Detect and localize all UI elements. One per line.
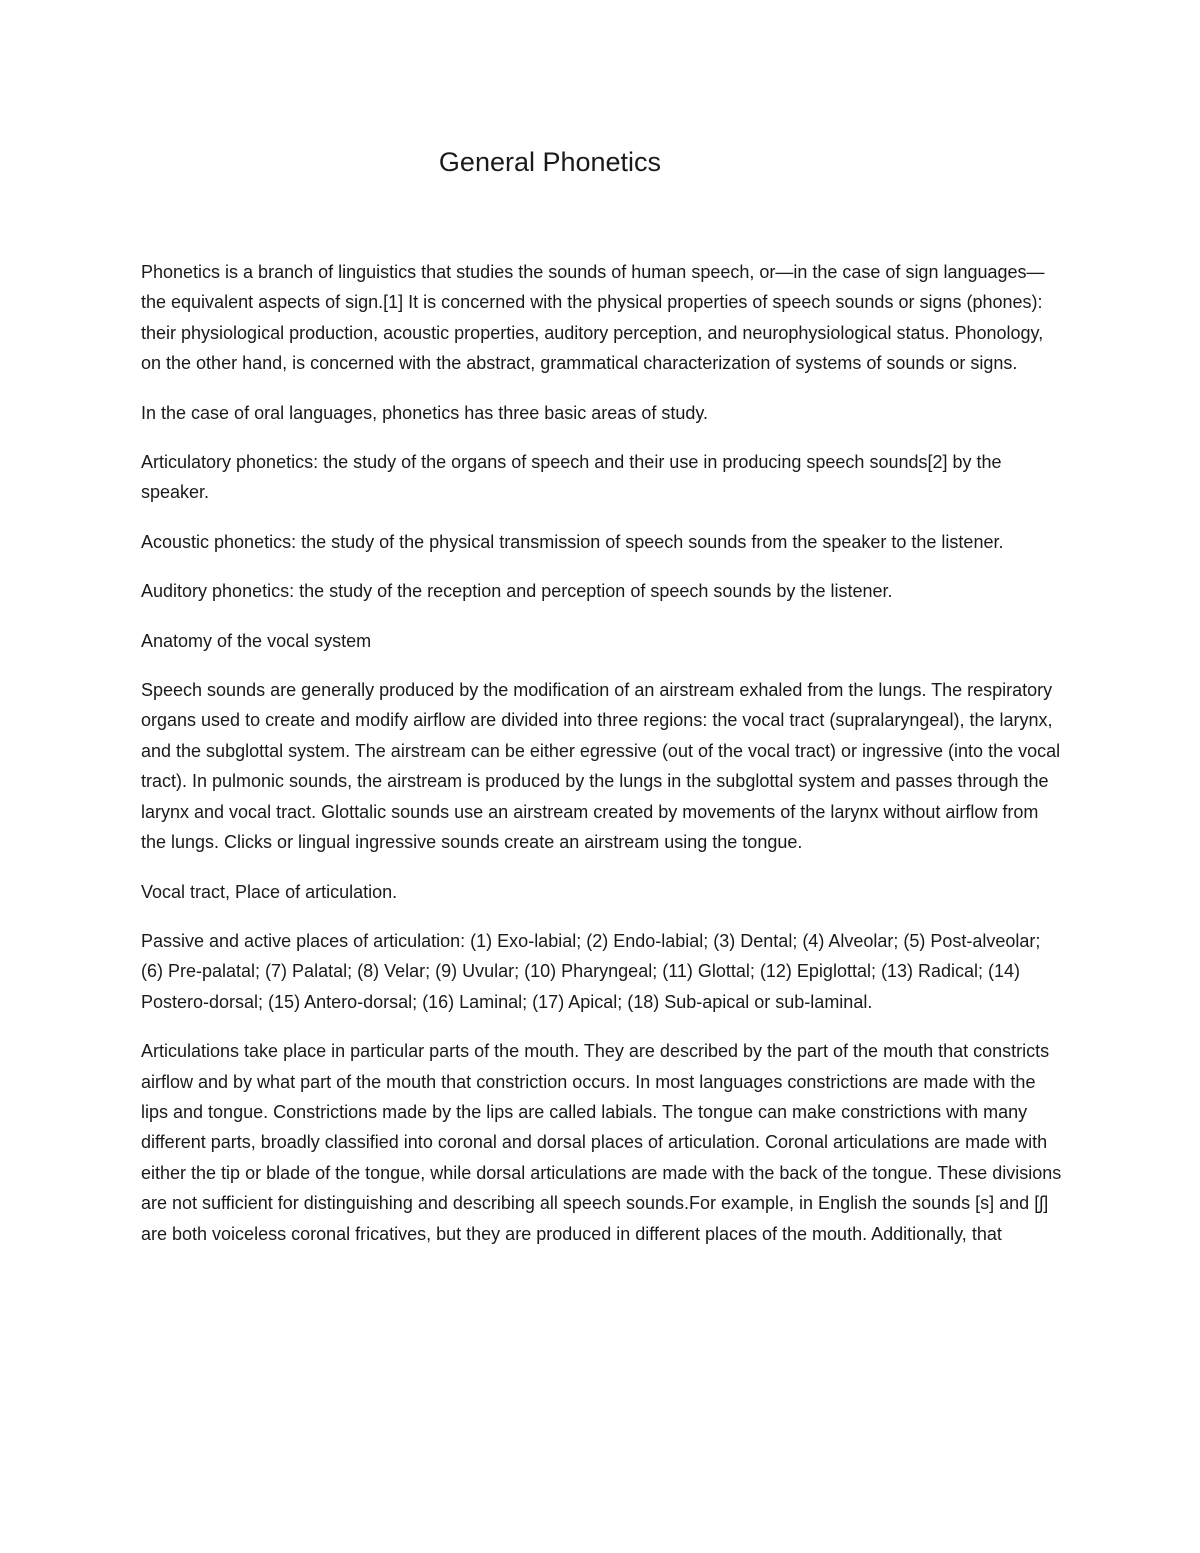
section-heading-vocal-tract: Vocal tract, Place of articulation. bbox=[141, 881, 398, 902]
paragraph-articulations: Articulations take place in particular parts of the mouth. They are described by the part of the mouth that constricts airflow and by what part of the mouth that constriction occurs. In most languages constrictions are made with the lips and tongue. Constrictions made by the lips are called labials. The tongue can make constrictions with many different parts, broadly classified into coronal and dorsal places of articulation. Coronal articulations are made with either the tip or blade of the tongue, while dorsal articulations are made with the back of the tongue. These divisions are not sufficient for distinguishing and describing all speech sounds.For example, in English the sounds [s] and [ʃ] are both voiceless coronal fricatives, but they are produced in different places of the mouth. Additionally, that bbox=[141, 1041, 1062, 1244]
section-heading-anatomy: Anatomy of the vocal system bbox=[141, 630, 372, 651]
paragraph-acoustic-phonetics: Acoustic phonetics: the study of the physical transmission of speech sounds from the speaker to the listener. bbox=[141, 531, 1004, 552]
paragraph-speech-sounds: Speech sounds are generally produced by the modification of an airstream exhaled from the lungs. The respiratory organs used to create and modify airflow are divided into three regions: the vocal tract (supralaryngeal), the larynx, and the subglottal system. The airstream can be either egressive (out of the vocal tract) or ingressive (into the vocal tract). In pulmonic sounds, the airstream is produced by the lungs in the subglottal system and passes through the larynx and vocal tract. Glottalic sounds use an airstream created by movements of the larynx without airflow from the lungs. Clicks or lingual ingressive sounds create an airstream using the tongue. bbox=[141, 680, 1061, 853]
document-title: General Phonetics bbox=[438, 147, 662, 177]
paragraph-places-of-articulation: Passive and active places of articulation: (1) Exo-labial; (2) Endo-labial; (3) Dental; (4) Alveolar; (5) Post-alveolar; (6) Pre-palatal; (7) Palatal; (8) Velar; (9) Uvular; (10) Pharyngeal; (11) Glottal; (12) Epiglottal; (13) Radical; (14) Postero-dorsal; (15) Antero-dorsal; (16) Laminal; (17) Apical; (18) Sub-apical or sub-laminal. bbox=[141, 930, 1041, 1012]
document-body bbox=[141, 257, 1066, 1268]
paragraph-areas-of-study: In the case of oral languages, phonetics has three basic areas of study. bbox=[141, 402, 709, 423]
paragraph-articulatory-phonetics: Articulatory phonetics: the study of the organs of speech and their use in producing speech sounds[2] by the speaker. bbox=[141, 452, 1002, 503]
paragraph-auditory-phonetics: Auditory phonetics: the study of the reception and perception of speech sounds by the listener. bbox=[141, 581, 893, 602]
paragraph-phonetics-definition: Phonetics is a branch of linguistics that studies the sounds of human speech, or—in the case of sign languages—the equivalent aspects of sign.[1] It is concerned with the physical properties of speech sounds or signs (phones): their physiological production, acoustic properties, auditory perception, and neurophysiological status. Phonology, on the other hand, is concerned with the abstract, grammatical characterization of systems of sounds or signs. bbox=[141, 262, 1045, 374]
